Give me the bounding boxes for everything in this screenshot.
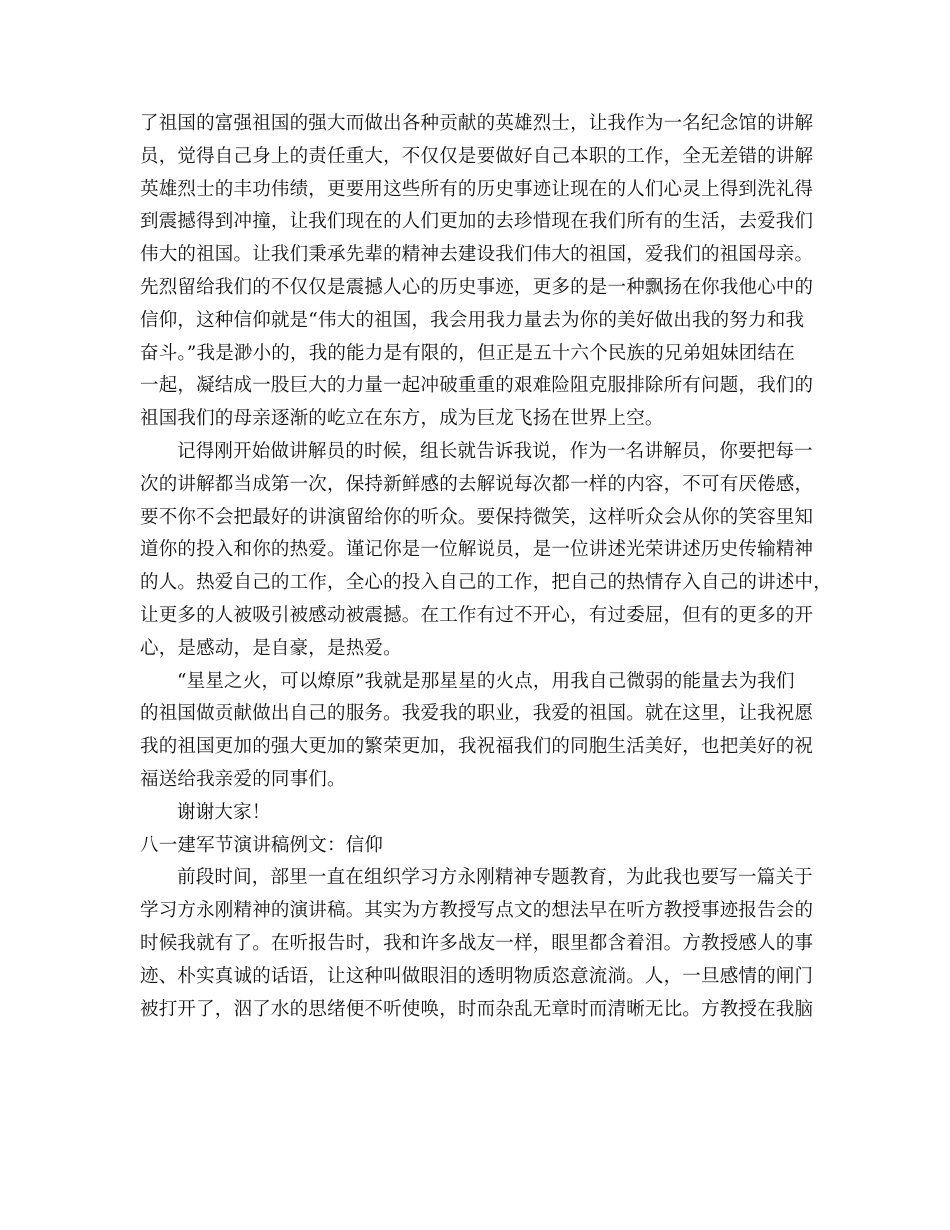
text-line: 到震撼得到冲撞，让我们现在的人们更加的去珍惜现在我们所有的生活，去爱我们: [140, 211, 814, 233]
text-line: 福送给我亲爱的同事们。: [140, 768, 346, 790]
text-line: 时候我就有了。在听报告时，我和许多战友一样，眼里都含着泪。方教授感人的事: [140, 932, 814, 954]
document-body: [140, 108, 830, 1026]
text-line: 次的讲解都当成第一次，保持新鲜感的去解说每次都一样的内容，不可有厌倦感，: [140, 473, 814, 495]
text-line: “星星之火，可以燎原”我就是那星星的火点，用我自己微弱的能量去为我们: [177, 670, 795, 692]
text-line: 的祖国做贡献做出自己的服务。我爱我的职业，我爱的祖国。就在这里，让我祝愿: [140, 703, 814, 725]
text-line: 先烈留给我们的不仅仅是震撼人心的历史事迹，更多的是一种飘扬在你我他心中的: [140, 276, 814, 298]
text-line: 要不你不会把最好的讲演留给你的听众。要保持微笑，这样听众会从你的笑容里知: [140, 506, 814, 528]
text-line: 前段时间，部里一直在组织学习方永刚精神专题教育，为此我也要写一篇关于: [177, 867, 813, 889]
text-line: 员，觉得自己身上的责任重大，不仅仅是要做好自己本职的工作，全无差错的讲解: [140, 145, 814, 167]
text-line: 的人。热爱自己的工作，全心的投入自己的工作，把自己的热情存入自己的讲述中，: [140, 572, 832, 594]
text-line: 心，是感动，是自豪，是热爱。: [140, 637, 402, 659]
text-line: 了祖国的富强祖国的强大而做出各种贡献的英雄烈士，让我作为一名纪念馆的讲解: [140, 113, 814, 134]
text-line: 学习方永刚精神的演讲稿。其实为方教授写点文的想法早在听方教授事迹报告会的: [140, 900, 814, 922]
text-line: 记得刚开始做讲解员的时候，组长就告诉我说，作为一名讲解员，你要把每一: [177, 440, 813, 462]
text-line: 迹、朴实真诚的话语，让这种叫做眼泪的透明物质恣意流淌。人，一旦感情的闸门: [140, 965, 814, 987]
text-line: 被打开了，泅了水的思绪便不听使唤，时而杂乱无章时而清晰无比。方教授在我脑: [140, 998, 814, 1020]
text-line: 祖国我们的母亲逐渐的屹立在东方，成为巨龙飞扬在世界上空。: [140, 408, 664, 430]
text-line: 谢谢大家！: [177, 801, 271, 823]
text-line: 英雄烈士的丰功伟绩，更要用这些所有的历史事迹让现在的人们心灵上得到洗礼得: [140, 178, 814, 200]
text-line: 一起，凝结成一股巨大的力量一起冲破重重的艰难险阻克服排除所有问题，我们的: [140, 375, 814, 397]
text-line: 让更多的人被吸引被感动被震撼。在工作有过不开心，有过委屈，但有的更多的开: [140, 604, 814, 626]
text-line: 信仰，这种信仰就是“伟大的祖国，我会用我力量去为你的美好做出我的努力和我: [140, 309, 805, 331]
text-line: 道你的投入和你的热爱。谨记你是一位解说员，是一位讲述光荣讲述历史传输精神: [140, 539, 814, 561]
text-line: 我的祖国更加的强大更加的繁荣更加，我祝福我们的同胞生活美好，也把美好的祝: [140, 736, 814, 758]
section-heading: 八一建军节演讲稿例文：信仰: [140, 834, 384, 856]
text-line: 奋斗。”我是渺小的，我的能力是有限的，但正是五十六个民族的兄弟姐妹团结在: [140, 342, 795, 364]
text-line: 伟大的祖国。让我们秉承先辈的精神去建设我们伟大的祖国，爱我们的祖国母亲。: [140, 244, 814, 266]
